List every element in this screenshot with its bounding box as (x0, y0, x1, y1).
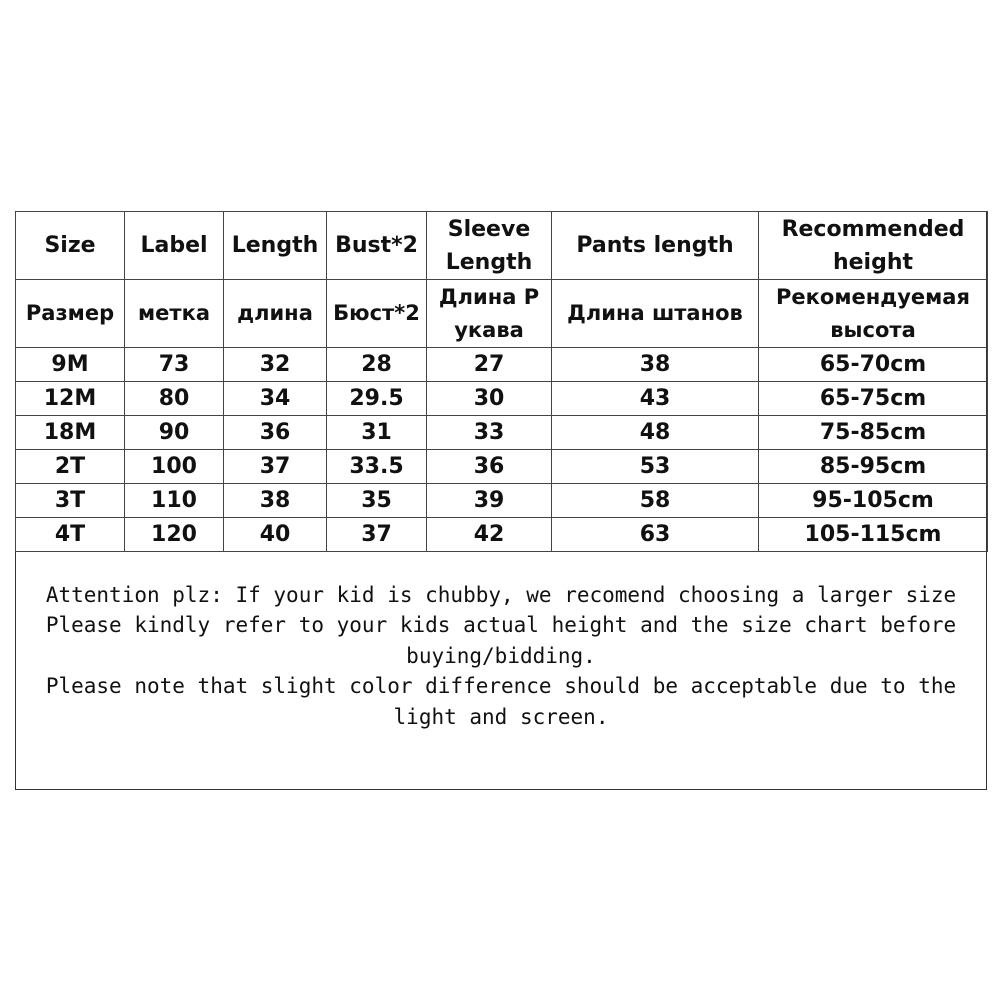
table-cell: 75-85cm (759, 416, 988, 450)
table-cell: 63 (552, 518, 759, 552)
table-cell: 80 (125, 382, 224, 416)
table-cell: 38 (552, 348, 759, 382)
notes-block (16, 580, 986, 732)
table-cell: 48 (552, 416, 759, 450)
header-bust-ru: Бюст*2 (327, 280, 427, 348)
header-size: Size (16, 212, 125, 280)
table-cell: 85-95cm (759, 450, 988, 484)
table-cell: 18M (16, 416, 125, 450)
table-cell: 30 (427, 382, 552, 416)
table-row (16, 382, 988, 416)
header-bust: Bust*2 (327, 212, 427, 280)
table-cell: 105-115cm (759, 518, 988, 552)
table-cell: 100 (125, 450, 224, 484)
table-cell: 12M (16, 382, 125, 416)
table-row (16, 348, 988, 382)
table-cell: 32 (224, 348, 327, 382)
header-label-ru: метка (125, 280, 224, 348)
table-cell: 33.5 (327, 450, 427, 484)
table-cell: 58 (552, 484, 759, 518)
table-cell: 65-70cm (759, 348, 988, 382)
table-cell: 53 (552, 450, 759, 484)
table-cell: 90 (125, 416, 224, 450)
table-cell: 120 (125, 518, 224, 552)
table-cell: 37 (327, 518, 427, 552)
table-row (16, 484, 988, 518)
table-cell: 31 (327, 416, 427, 450)
header-sleeve-length-ru: Длина Р укава (427, 280, 552, 348)
table-cell: 3T (16, 484, 125, 518)
header-pants-length-ru: Длина штанов (552, 280, 759, 348)
table-cell: 27 (427, 348, 552, 382)
note-refer-chart: Please kindly refer to your kids actual height and the size chart before buying/bidding. (45, 613, 957, 668)
table-cell: 39 (427, 484, 552, 518)
table-cell: 40 (224, 518, 327, 552)
table-cell: 34 (224, 382, 327, 416)
note-attention: Attention plz: If your kid is chubby, we recomend choosing a larger size (45, 583, 957, 607)
table-cell: 43 (552, 382, 759, 416)
note-color-difference: Please note that slight color difference should be acceptable due to the light and screen. (45, 674, 957, 729)
table-cell: 38 (224, 484, 327, 518)
table-cell: 65-75cm (759, 382, 988, 416)
header-row-russian (16, 280, 988, 348)
size-chart-table (15, 211, 988, 552)
header-recommended-height-ru: Рекомендуемая высота (759, 280, 988, 348)
table-cell: 4T (16, 518, 125, 552)
table-row (16, 450, 988, 484)
header-length-ru: длина (224, 280, 327, 348)
header-row-english (16, 212, 988, 280)
table-cell: 95-105cm (759, 484, 988, 518)
table-cell: 36 (427, 450, 552, 484)
table-cell: 9M (16, 348, 125, 382)
table-cell: 73 (125, 348, 224, 382)
table-cell: 29.5 (327, 382, 427, 416)
header-sleeve-length: Sleeve Length (427, 212, 552, 280)
table-cell: 42 (427, 518, 552, 552)
table-cell: 28 (327, 348, 427, 382)
table-cell: 110 (125, 484, 224, 518)
header-length: Length (224, 212, 327, 280)
table-cell: 2T (16, 450, 125, 484)
header-size-ru: Размер (16, 280, 125, 348)
table-cell: 35 (327, 484, 427, 518)
table-row (16, 416, 988, 450)
table-cell: 37 (224, 450, 327, 484)
header-pants-length: Pants length (552, 212, 759, 280)
header-recommended-height: Recommended height (759, 212, 988, 280)
table-cell: 36 (224, 416, 327, 450)
table-cell: 33 (427, 416, 552, 450)
table-row (16, 518, 988, 552)
header-label: Label (125, 212, 224, 280)
